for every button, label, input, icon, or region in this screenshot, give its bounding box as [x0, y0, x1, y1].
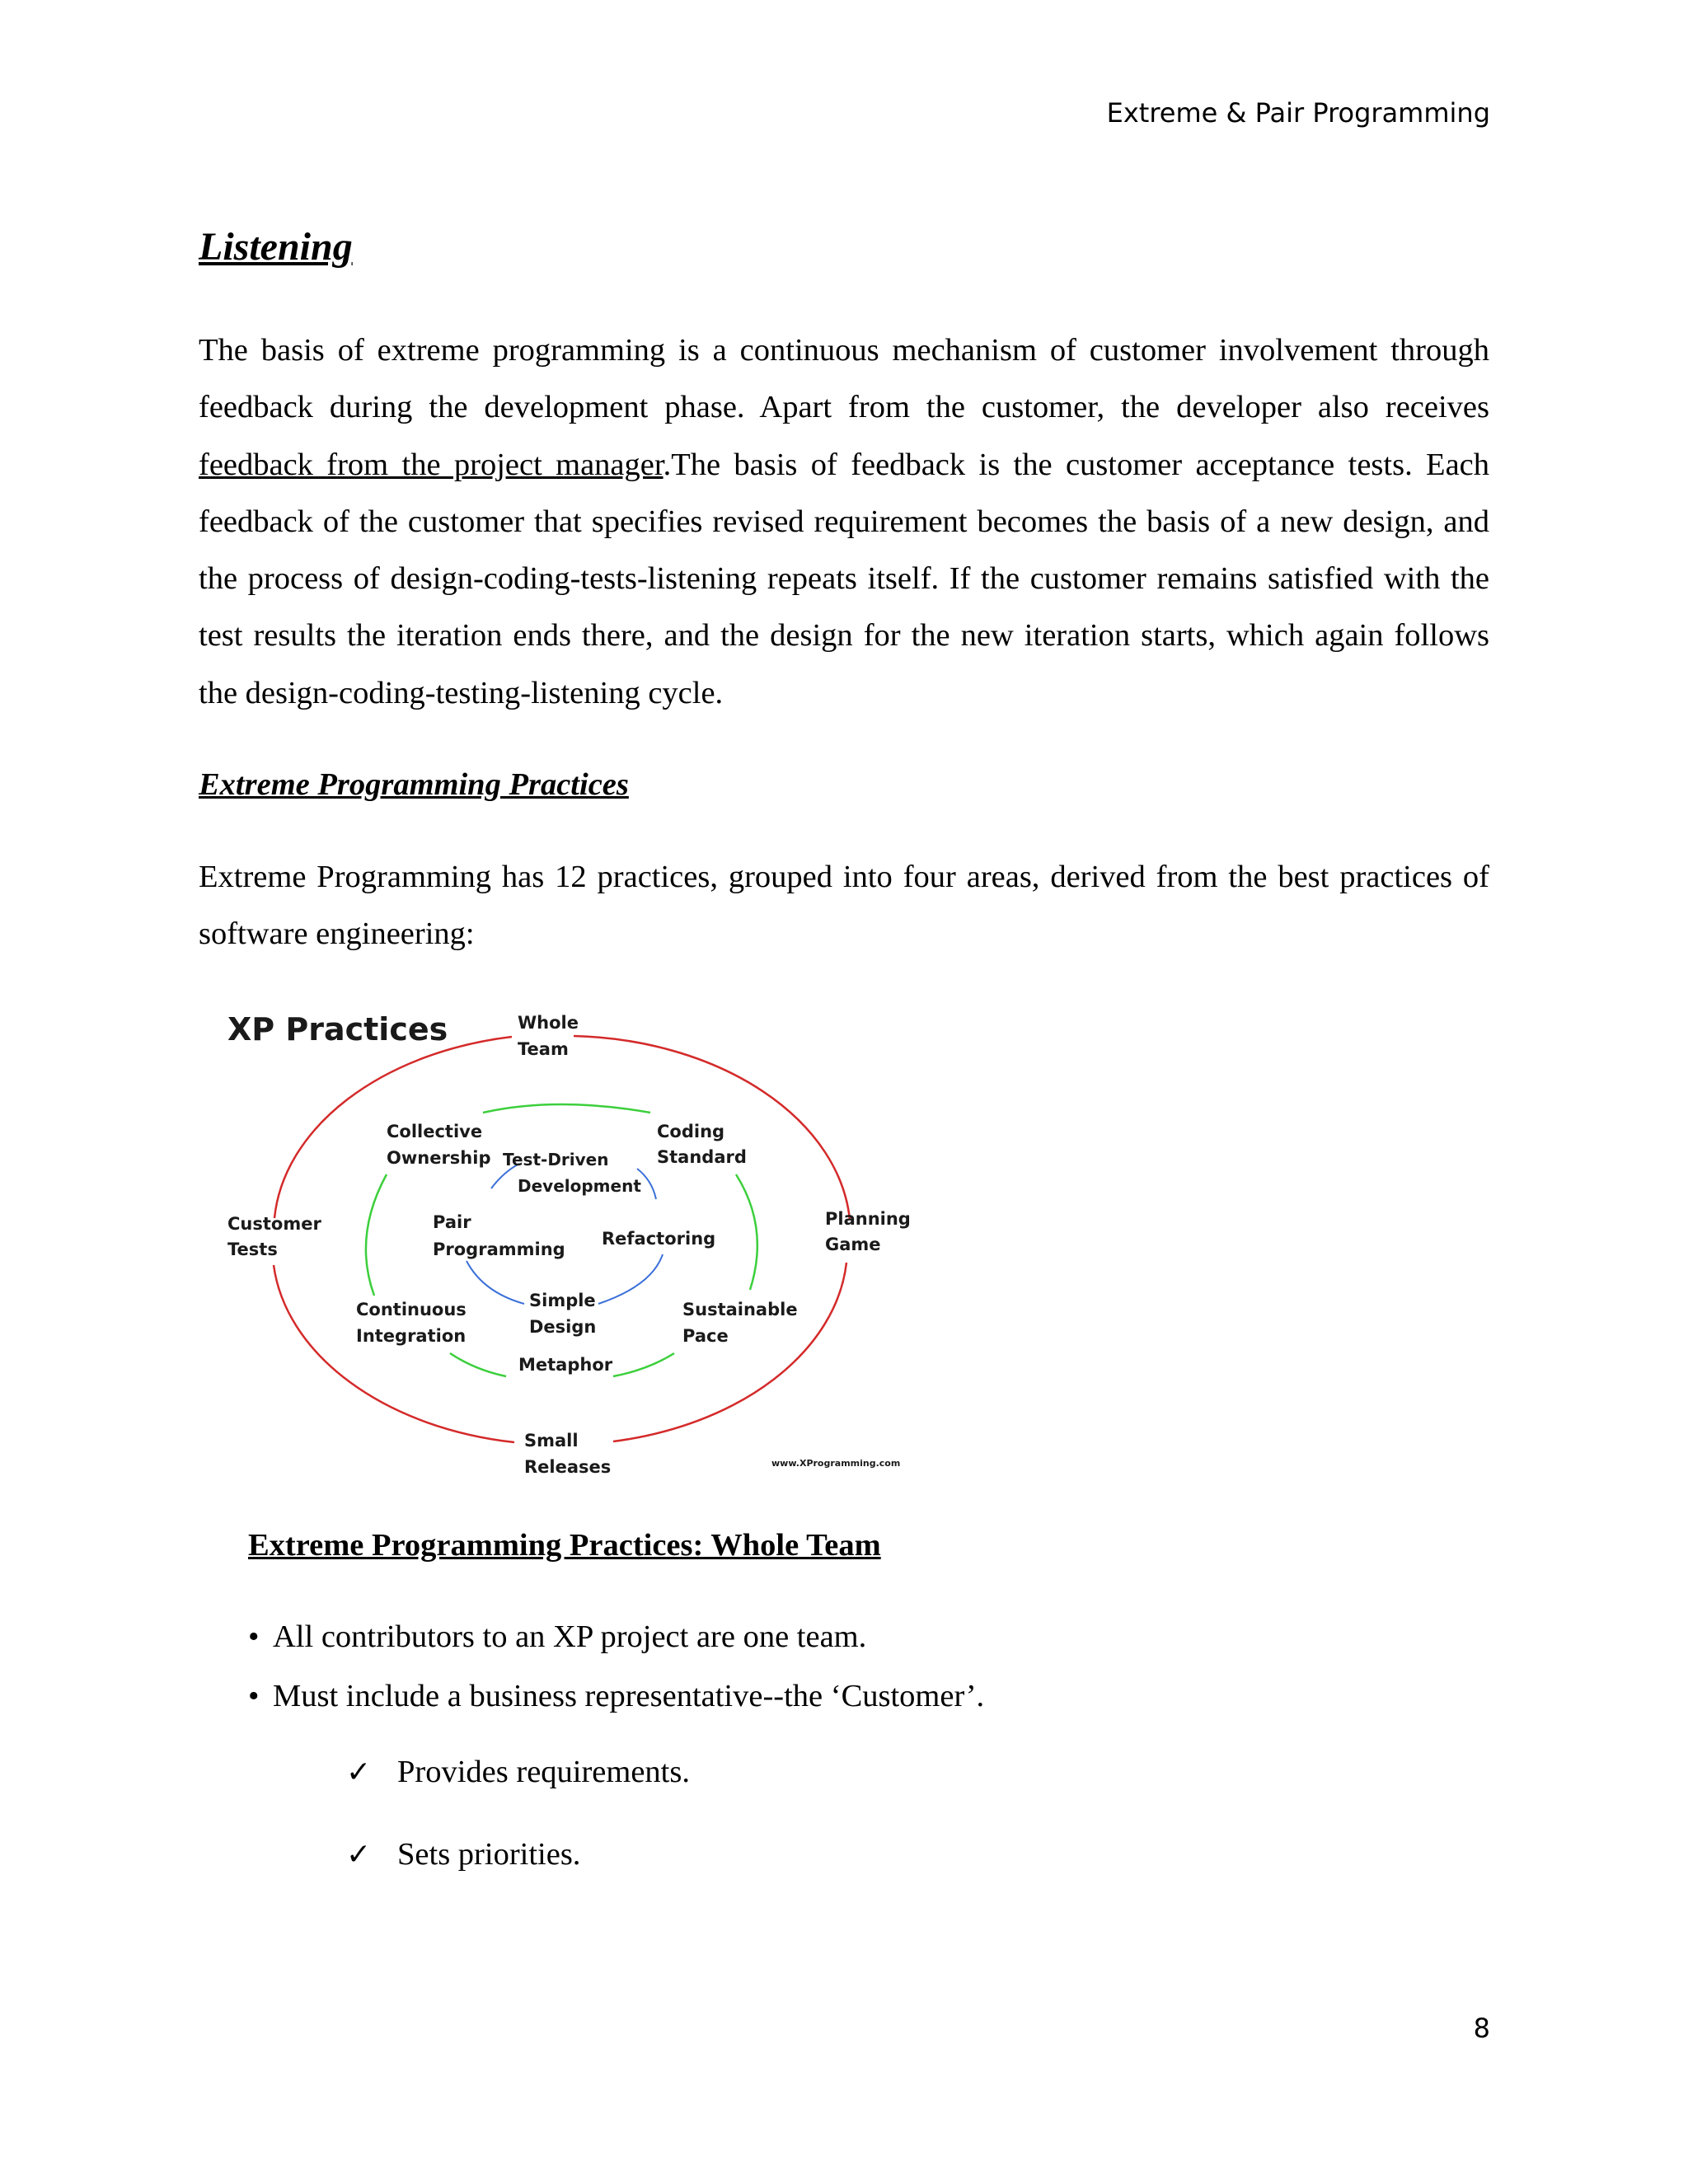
- xp-practices-svg: [211, 997, 920, 1492]
- label-coding-standard-line2: Standard: [657, 1147, 747, 1167]
- bullet-icon: •: [248, 1619, 260, 1654]
- label-tdd-line1: Test-Driven: [503, 1150, 609, 1169]
- label-pair-programming-line1: Pair: [433, 1212, 471, 1232]
- label-sustainable-pace-line2: Pace: [682, 1326, 729, 1346]
- label-small-releases-line2: Releases: [524, 1457, 612, 1477]
- list-item: [248, 1666, 984, 1726]
- inner-ring-arc-right: [598, 1254, 663, 1304]
- label-refactoring: Refactoring: [602, 1229, 716, 1249]
- label-planning-game-line1: Planning: [825, 1209, 911, 1229]
- list-item: [248, 1607, 984, 1666]
- bullet-text: All contributors to an XP project are one team.: [273, 1619, 867, 1654]
- label-sustainable-pace-line1: Sustainable: [682, 1300, 798, 1319]
- check-text: Provides requirements.: [397, 1755, 690, 1789]
- section-heading-listening: Listening: [199, 225, 353, 269]
- label-whole-team-line2: Team: [518, 1039, 569, 1059]
- list-item: [346, 1830, 690, 1912]
- practices-paragraph: Extreme Programming has 12 practices, grouped into four areas, derived from the best practices of software engineering:: [199, 860, 1489, 952]
- paragraph-text-end: .The basis of feedback is the customer acceptance tests. Each feedback of the customer that specifies revised requirement becomes the basis of a new design, and the process of design-coding-tests-listening repeats itself. If the customer remains satisfied with the test results the iteration ends there, and the design for the new iteration starts, which again follows the design-coding-testing-listening cycle.: [199, 447, 1490, 710]
- paragraph-text-start: The basis of extreme programming is a continuous mechanism of customer involvement through feedback during the development phase. Apart from the customer, the developer also receives: [199, 333, 1489, 425]
- bullet-icon: •: [248, 1679, 260, 1713]
- subheading-whole-team: Extreme Programming Practices: Whole Team: [248, 1528, 881, 1563]
- middle-ring-arc-bottom-left: [450, 1353, 506, 1376]
- outer-ring-arc-bottom-right: [613, 1263, 846, 1441]
- outer-ring-arc-bottom-left: [274, 1265, 514, 1442]
- label-small-releases-line1: Small: [524, 1431, 579, 1451]
- label-collective-ownership-line1: Collective: [387, 1122, 483, 1141]
- checkmark-icon: ✓: [346, 1838, 372, 1872]
- middle-ring-arc-right: [736, 1174, 757, 1290]
- middle-ring-arc-bottom-right: [613, 1353, 674, 1376]
- listening-paragraph: [199, 322, 1489, 722]
- page-number: 8: [1473, 2013, 1490, 2044]
- label-continuous-integration-line1: Continuous: [356, 1300, 467, 1319]
- inner-ring-arc-left: [467, 1261, 524, 1304]
- whole-team-bullet-list: [248, 1607, 984, 1726]
- label-customer-tests-line2: Tests: [227, 1240, 278, 1259]
- checkmark-icon: ✓: [346, 1755, 372, 1789]
- section-heading-practices: Extreme Programming Practices: [199, 767, 629, 802]
- label-pair-programming-line2: Programming: [433, 1240, 565, 1259]
- middle-ring-arc-left: [366, 1174, 387, 1296]
- customer-role-check-list: [346, 1747, 690, 1912]
- diagram-source-credit: www.XProgramming.com: [771, 1458, 901, 1469]
- label-tdd-line2: Development: [518, 1176, 641, 1196]
- bullet-text: Must include a business representative--the ‘Customer’.: [273, 1679, 985, 1713]
- label-coding-standard-line1: Coding: [657, 1122, 725, 1141]
- feedback-link[interactable]: feedback from the project manager: [199, 447, 663, 482]
- label-metaphor: Metaphor: [518, 1355, 613, 1375]
- label-simple-design-line1: Simple: [529, 1291, 596, 1310]
- label-collective-ownership-line2: Ownership: [387, 1148, 491, 1168]
- running-header: Extreme & Pair Programming: [1106, 97, 1490, 129]
- label-customer-tests-line1: Customer: [227, 1214, 321, 1234]
- list-item: [346, 1747, 690, 1830]
- label-whole-team-line1: Whole: [518, 1013, 579, 1033]
- xp-practices-diagram: [211, 997, 920, 1492]
- label-simple-design-line2: Design: [529, 1317, 597, 1337]
- diagram-title: XP Practices: [227, 1011, 448, 1047]
- label-planning-game-line2: Game: [825, 1235, 881, 1254]
- middle-ring-arc-top: [483, 1104, 650, 1113]
- check-text: Sets priorities.: [397, 1837, 581, 1872]
- label-continuous-integration-line2: Integration: [356, 1326, 467, 1346]
